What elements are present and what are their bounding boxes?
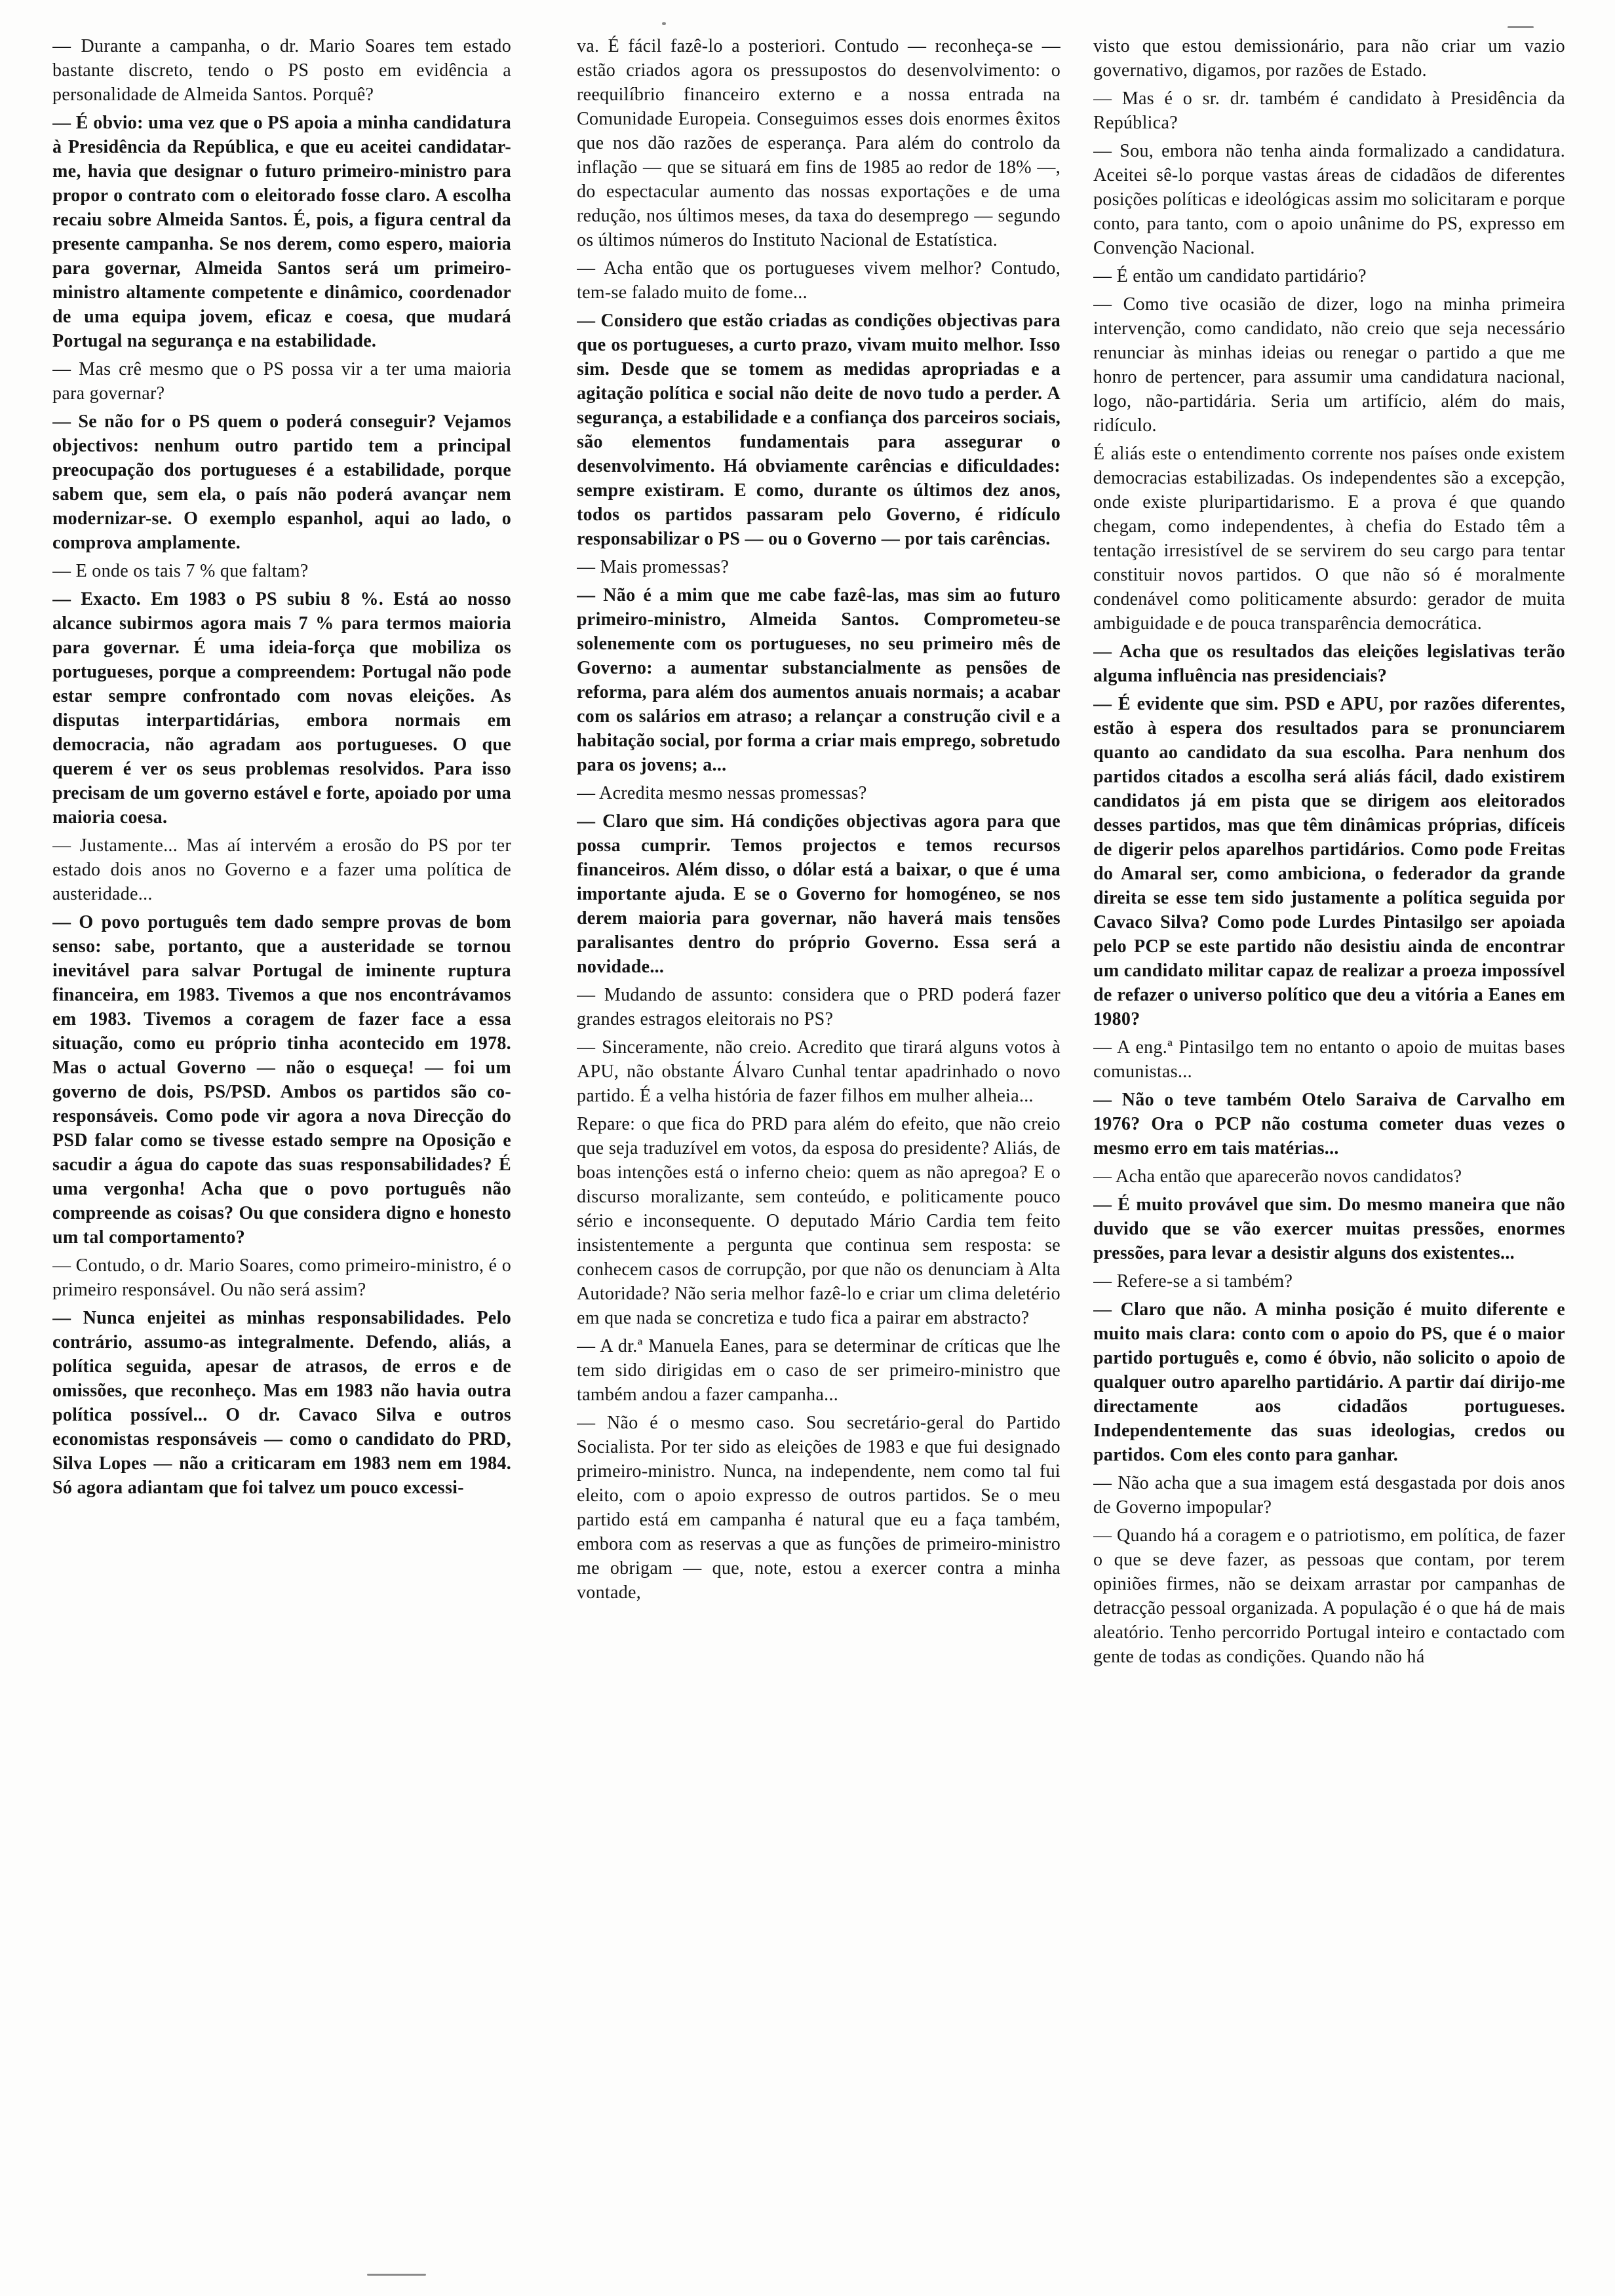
question-paragraph: — Não acha que a sua imagem está desgastada por dois anos de Governo impopular?	[1093, 1473, 1565, 1518]
question-paragraph: — É então um candidato partidário?	[1093, 266, 1367, 286]
answer-paragraph: — O povo português tem dado sempre provas de bom senso: sabe, portanto, que a austeridade se tornou inevitável para salvar Portugal de iminente ruptura financeira, em 1983. Tivemos a que nos encontrávamos em 1983. Tivemos a coragem de fazer face a essa situação, como eu próprio tinha acontecido em 1978. Mas o actual Governo — não o esqueça! — foi um governo de dois, PS/PSD. Ambos os partidos são co-responsáveis. Como pode vir agora a nova Direcção do PSD falar como se tivesse estado sempre na Oposição e sacudir a água do capote das suas responsabilidades? É uma vergonha! Acha que o povo português não compreende as coisas? Ou que considera digno e honesto um tal comportamento?	[52, 912, 511, 1248]
text-column-middle	[577, 34, 1060, 2249]
question-paragraph: — Mais promessas?	[577, 557, 730, 577]
print-smudge	[367, 2274, 426, 2276]
question-paragraph: — Mudando de assunto: considera que o PRD poderá fazer grandes estragos eleitorais no PS?	[577, 985, 1060, 1029]
answer-paragraph: — Sou, embora não tenha ainda formalizado a candidatura. Aceitei sê-lo porque vastas áreas de cidadãos de diferentes posições políticas e ideológicas assim mo solicitaram e porque conto, para tanto, com o apoio unânime do PS, expresso em Convenção Nacional.	[1093, 141, 1565, 258]
answer-paragraph: — Não é o mesmo caso. Sou secretário-geral do Partido Socialista. Por ter sido as eleições de 1983 e que fui designado primeiro-ministro. Nunca, na independente, nem como tal fui eleito, com o apoio expresso de outros partidos. Se o meu partido está em campanha é natural que eu a faça também, embora com as reservas a que as funções de primeiro-ministro me obrigam — que, note, estou a exercer contra a minha vontade,	[577, 1413, 1060, 1603]
print-smudge	[1508, 26, 1534, 28]
body-paragraph: Repare: o que fica do PRD para além do efeito, que não creio que seja traduzível em votos, da esposa do presidente? Aliás, de boas intenções está o inferno cheio: quem as não apregoa? E o discurso moralizante, sem conteúdo, e politicamente pouco sério e inconsequente. O deputado Mário Cardia tem feito insistentemente a pergunta que continua sem resposta: se conhecem casos de corrupção, por que não os denunciam à Alta Autoridade? Não seria melhor fazê-lo e criar um clima deletério em que nada se concretiza e tudo fica a pairar em abstracto?	[577, 1114, 1060, 1328]
answer-paragraph: — Não o teve também Otelo Saraiva de Carvalho em 1976? Ora o PCP não costuma cometer duas vezes o mesmo erro em tais matérias...	[1093, 1090, 1565, 1158]
answer-paragraph: — Exacto. Em 1983 o PS subiu 8 %. Está ao nosso alcance subirmos agora mais 7 % para termos maioria para governar. É uma ideia-força que mobiliza os portugueses, porque a compreendem: Portugal não pode estar sempre confrontado com novas eleições. As disputas interpartidárias, embora normais em democracia, não agradam aos portugueses. O que querem é ver os seus problemas resolvidos. Para isso precisam de um governo estável e forte, apoiado por uma maioria coesa.	[52, 589, 511, 828]
answer-paragraph: — É obvio: uma vez que o PS apoia a minha candidatura à Presidência da República, e que eu aceitei candidatar-me, havia que designar o futuro primeiro-ministro para propor o contrato com o eleitorado fosse claro. A escolha recaiu sobre Almeida Santos. É, pois, a figura central da presente campanha. Se nos derem, como espero, maioria para governar, Almeida Santos será um primeiro-ministro altamente competente e dinâmico, coordenador de uma equipa jovem, eficaz e coesa, que mudará Portugal na segurança e na estabilidade.	[52, 113, 511, 351]
body-paragraph: va. É fácil fazê-lo a posteriori. Contudo — reconheça-se — estão criados agora os pressupostos do desenvolvimento: o reequilíbrio financeiro externo e a nossa entrada na Comunidade Europeia. Conseguimos esses dois enormes êxitos que nos dão razões de esperança. Para além do controlo da inflação — que se situará em fins de 1985 ao redor de 18% —, do espectacular aumento das nossas exportações e de uma redução, nos últimos meses, da taxa do desemprego — segundo os últimos números do Instituto Nacional de Estatística.	[577, 36, 1060, 250]
body-paragraph: visto que estou demissionário, para não criar um vazio governativo, digamos, por razões de Estado.	[1093, 36, 1565, 81]
text-column-left	[52, 34, 511, 2249]
body-paragraph: É aliás este o entendimento corrente nos países onde existem democracias estabilizadas. Os independentes são a excepção, onde existe pluripartidarismo. E a prova é que quando chegam, como independentes, à chefia do Estado têm a tentação irresistível de se servirem do seu cargo para tentar constituir novos partidos. O que não só é moralmente condenável como politicamente absurdo: gerador de muita ambiguidade e de pouca transparência democrática.	[1093, 444, 1565, 634]
answer-paragraph: — Quando há a coragem e o patriotismo, em política, de fazer o que se deve fazer, as pessoas que contam, por terem opiniões firmes, não se deixam arrastar por campanhas de detracção pessoal organizada. A população é o que há de mais aleatório. Tenho percorrido Portugal inteiro e contactado com gente de todas as condições. Quando não há	[1093, 1525, 1565, 1667]
question-paragraph: — Acha que os resultados das eleições legislativas terão alguma influência nas presidenciais?	[1093, 641, 1565, 686]
question-paragraph: — Mas é o sr. dr. também é candidato à Presidência da República?	[1093, 88, 1565, 133]
answer-paragraph: — Não é a mim que me cabe fazê-las, mas sim ao futuro primeiro-ministro, Almeida Santos. Comprometeu-se solenemente com os portugueses, no seu primeiro mês de Governo: a aumentar substancialmente as pensões de reforma, para além dos aumentos anuais normais; a acabar com os salários em atraso; a relançar a construção civil e a habitação social, por forma a criar mais emprego, sobretudo para os jovens; a...	[577, 585, 1060, 775]
question-paragraph: — Acha então que os portugueses vivem melhor? Contudo, tem-se falado muito de fome...	[577, 258, 1060, 303]
question-paragraph: — Durante a campanha, o dr. Mario Soares tem estado bastante discreto, tendo o PS posto em evidência a personalidade de Almeida Santos. Porquê?	[52, 36, 511, 105]
answer-paragraph: — Nunca enjeitei as minhas responsabilidades. Pelo contrário, assumo-as integralmente. Defendo, aliás, a política seguida, apesar de atrasos, de erros e de omissões, que reconheço. Mas em 1983 não havia outra política possível... O dr. Cavaco Silva e outros economistas responsáveis — como o candidato do PRD, Silva Lopes — não a criticaram em 1983 nem em 1984. Só agora adiantam que foi talvez um pouco excessi-	[52, 1308, 511, 1498]
question-paragraph: — Acha então que aparecerão novos candidatos?	[1093, 1166, 1462, 1187]
question-paragraph: — E onde os tais 7 % que faltam?	[52, 561, 309, 581]
question-paragraph: — A dr.ª Manuela Eanes, para se determinar de críticas que lhe tem sido dirigidas em o caso de ser primeiro-ministro que também andou a fazer campanha...	[577, 1336, 1060, 1405]
question-paragraph: — Mas crê mesmo que o PS possa vir a ter uma maioria para governar?	[52, 359, 511, 404]
answer-paragraph: — Claro que sim. Há condições objectivas agora para que possa cumprir. Temos projectos e temos recursos financeiros. Além disso, o dólar está a baixar, o que é uma importante ajuda. E se o Governo for homogéneo, se nos derem maioria para governar, não haverá mais tensões paralisantes dentro do próprio Governo. Essa será a novidade...	[577, 811, 1060, 977]
answer-paragraph: — Considero que estão criadas as condições objectivas para que os portugueses, a curto prazo, vivam muito melhor. Isso sim. Desde que se tomem as medidas apropriadas e a agitação política e social não deite de novo tudo a perder. A segurança, a estabilidade e a confiança dos parceiros sociais, são elementos fundamentais para assegurar o desenvolvimento. Há obviamente carências e dificuldades: sempre existiram. E como, durante os últimos dez anos, todos os partidos passaram pelo Governo, é ridículo responsabilizar o PS — ou o Governo — por tais carências.	[577, 311, 1060, 549]
print-smudge	[662, 22, 666, 25]
answer-paragraph: — Como tive ocasião de dizer, logo na minha primeira intervenção, como candidato, não creio que seja necessário renunciar às minhas ideias ou renegar o partido a que me honro de pertencer, para assumir uma candidatura nacional, logo, não-partidária. Seria um artifício, além do mais, ridículo.	[1093, 294, 1565, 436]
answer-paragraph: — Se não for o PS quem o poderá conseguir? Vejamos objectivos: nenhum outro partido tem a principal preocupação dos portugueses é a estabilidade, porque sabem que, sem ela, o país não poderá avançar nem modernizar-se. O exemplo espanhol, aqui ao lado, o comprova amplamente.	[52, 411, 511, 553]
answer-paragraph: — É evidente que sim. PSD e APU, por razões diferentes, estão à espera dos resultados para se pronunciarem quanto ao candidato da sua escolha. Para nenhum dos partidos citados a escolha será aliás fácil, dado existirem candidatos já em pista que se dirigem aos eleitorados desses partidos, mas que têm dinâmicas próprias, difíceis de digerir pelos aparelhos partidários. Como pode Freitas do Amaral ser, como ambiciona, o federador da grande direita se esse tem sido justamente a política seguida por Cavaco Silva? Como pode Lurdes Pintasilgo ser apoiada pelo PCP se este partido não desistiu ainda de encontrar um candidato militar capaz de realizar a proeza impossível de refazer o universo político que deu a vitória a Eanes em 1980?	[1093, 694, 1565, 1029]
question-paragraph: — Acredita mesmo nessas promessas?	[577, 783, 867, 803]
text-column-right	[1093, 34, 1565, 2249]
question-paragraph: — Contudo, o dr. Mario Soares, como primeiro-ministro, é o primeiro responsável. Ou não será assim?	[52, 1255, 511, 1300]
answer-paragraph: — Sinceramente, não creio. Acredito que tirará alguns votos à APU, não obstante Álvaro Cunhal tentar apadrinhado o novo partido. É a velha história de fazer filhos em mulher alheia...	[577, 1037, 1060, 1106]
answer-paragraph: — Claro que não. A minha posição é muito diferente e muito mais clara: conto com o apoio do PS, que é o maior partido português e, como é óbvio, não solicito o apoio de qualquer outro aparelho partidário. A partir daí dirijo-me directamente aos cidadãos portugueses. Independentemente das suas ideologias, credos ou partidos. Com eles conto para ganhar.	[1093, 1299, 1565, 1465]
question-paragraph: — Refere-se a si também?	[1093, 1271, 1293, 1292]
answer-paragraph: — É muito provável que sim. Do mesmo maneira que não duvido que se vão exercer muitas pressões, enormes pressões, para levar a desistir alguns dos existentes...	[1093, 1195, 1565, 1263]
question-paragraph: — Justamente... Mas aí intervém a erosão do PS por ter estado dois anos no Governo e a fazer uma política de austeridade...	[52, 835, 511, 904]
question-paragraph: — A eng.ª Pintasilgo tem no entanto o apoio de muitas bases comunistas...	[1093, 1037, 1565, 1082]
